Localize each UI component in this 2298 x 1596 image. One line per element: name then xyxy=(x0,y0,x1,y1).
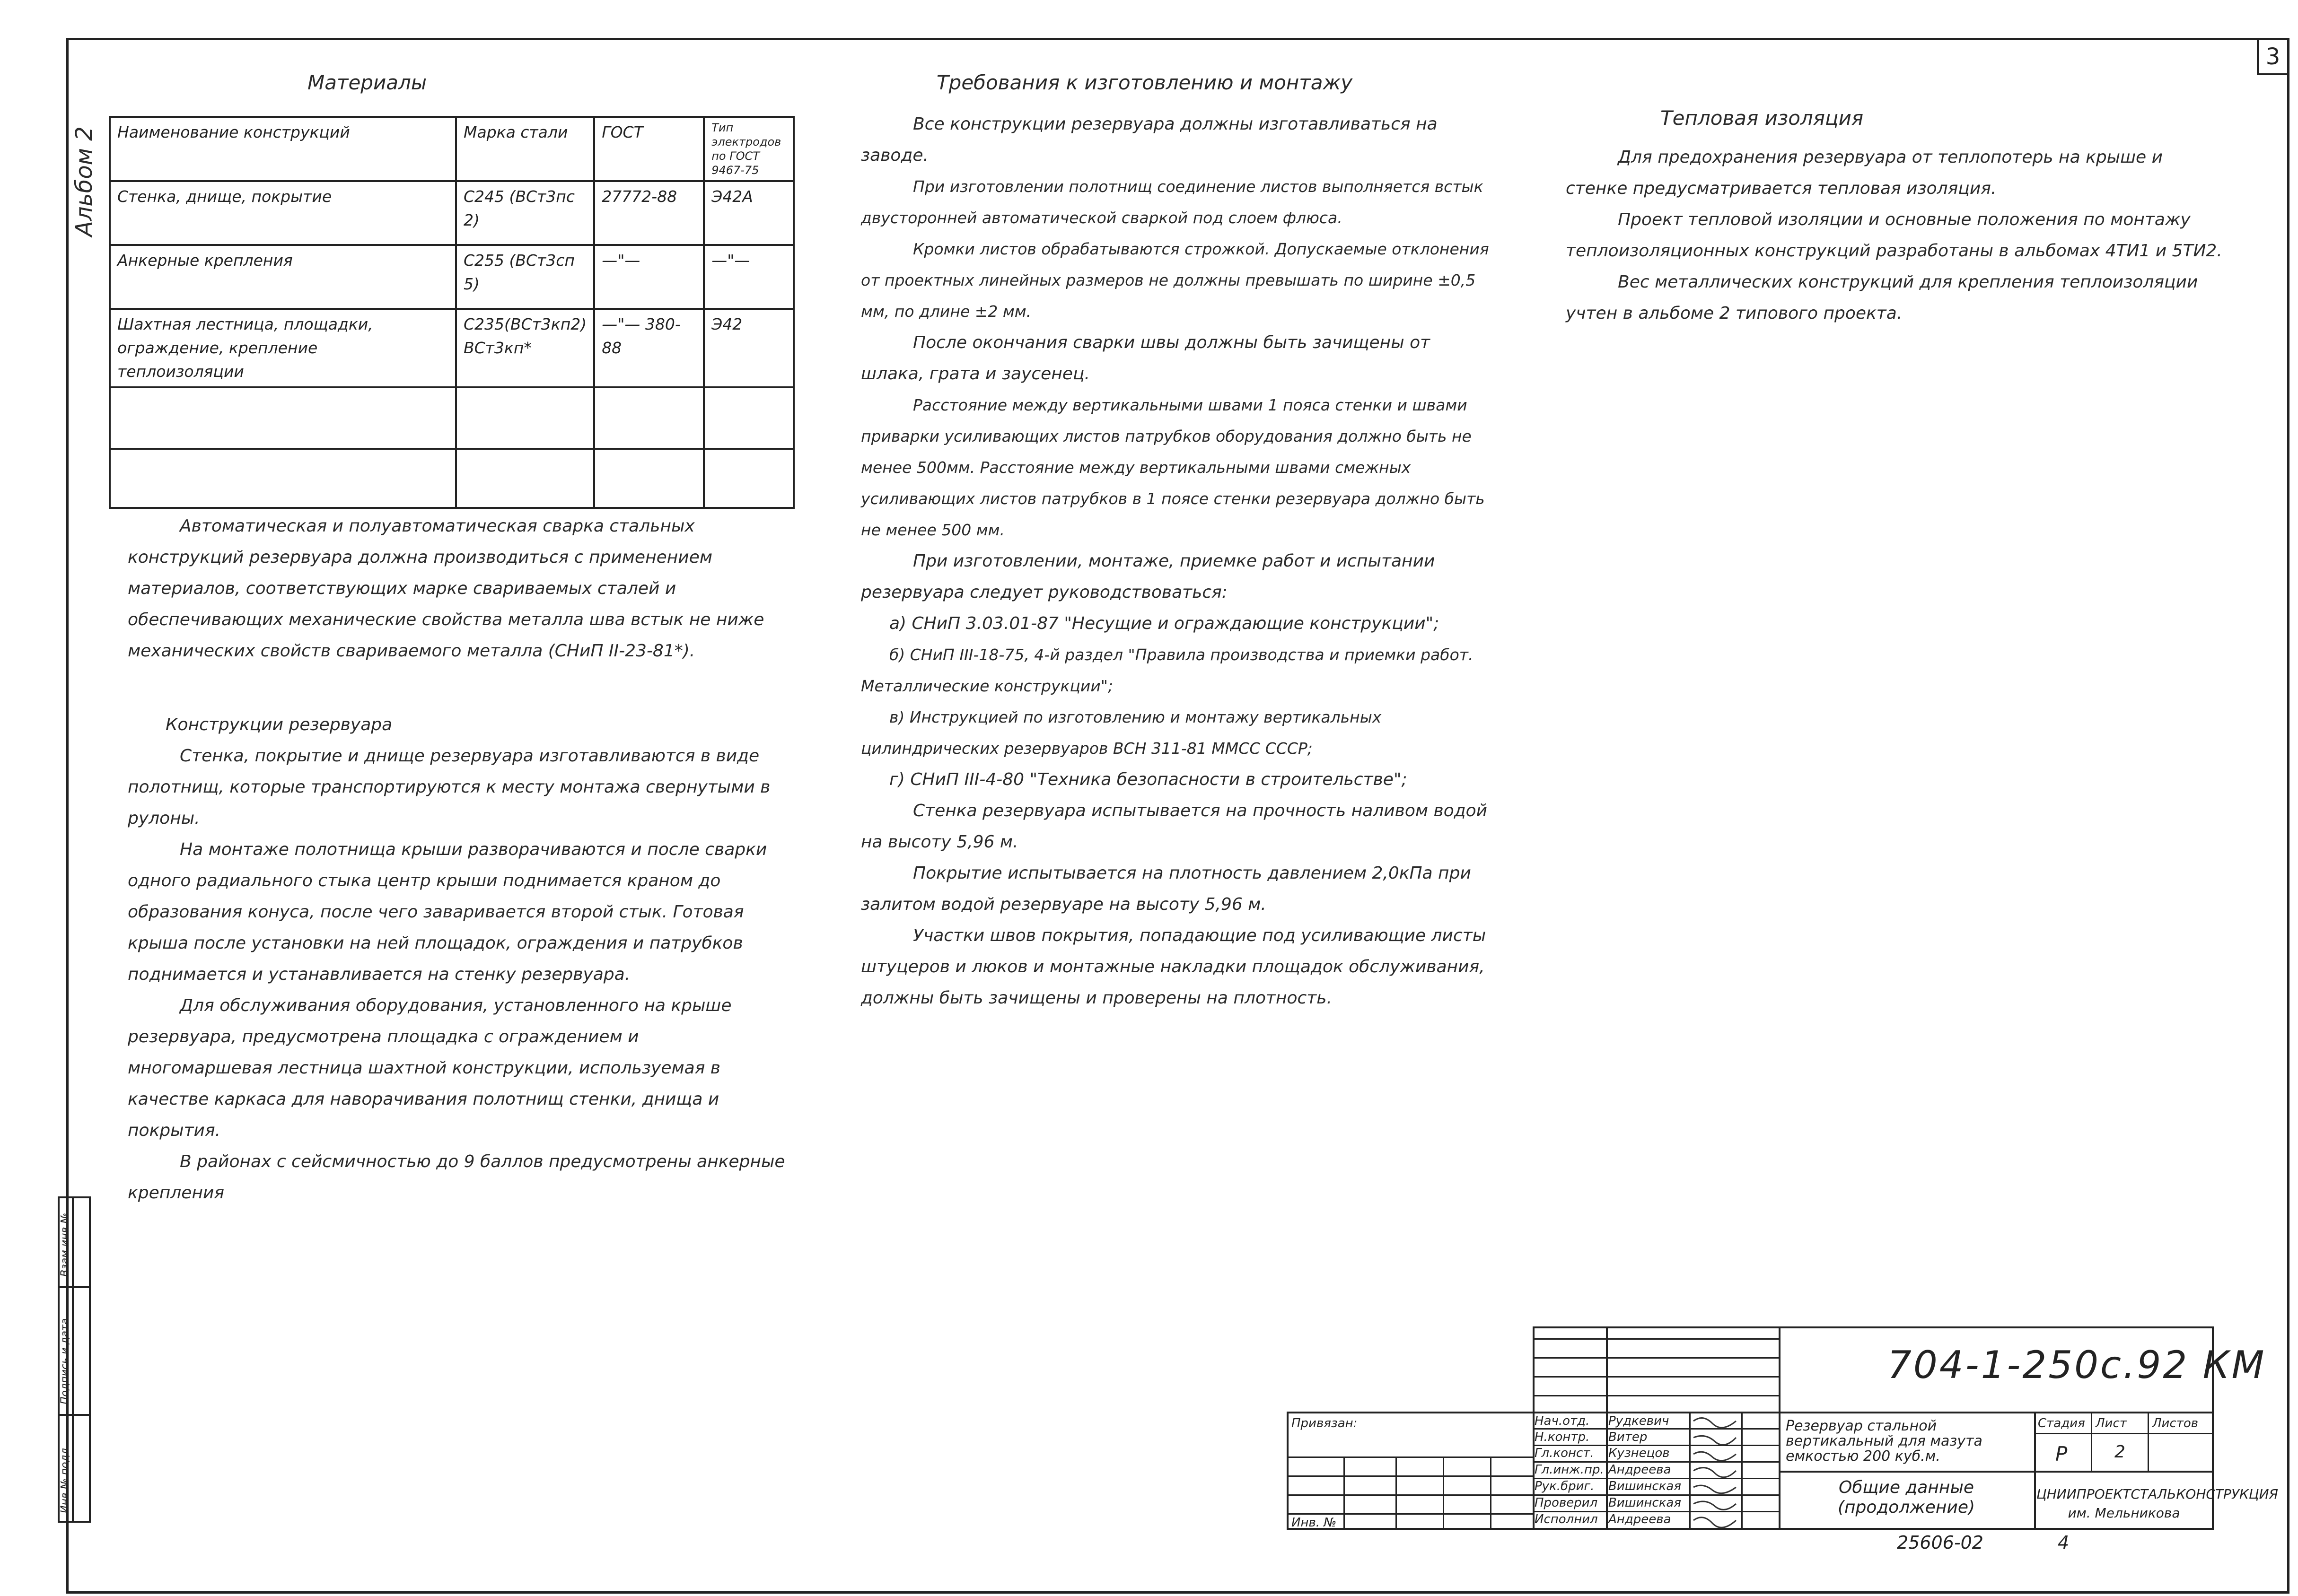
paragraph: Расстояние между вертикальными швами 1 пояса стенки и швами приварки усиливающих листов патрубков оборудования должно быть не менее 500мм. Расстояние между вертикальными швами смежных усиливающих листов патрубков в 1 поясе стенки резервуара должно быть не менее 500 мм. xyxy=(861,396,1485,539)
paragraph: Для предохранения резервуара от теплопотерь на крыше и стенке предусматривается тепловая изоляция. xyxy=(1566,148,2163,198)
table-cell: —"— xyxy=(704,245,794,309)
binding-label: Привязан: xyxy=(1291,1416,1358,1430)
table-row xyxy=(110,245,794,309)
archive-number: 25606-02 xyxy=(1897,1532,1983,1553)
paragraph: При изготовлении полотнищ соединение листов выполняется встык двусторонней автоматической сваркой под слоем флюса. xyxy=(861,177,1483,227)
list-header: Лист xyxy=(2096,1416,2127,1430)
stamp-line xyxy=(1533,1428,1779,1430)
stamp-line xyxy=(1533,1338,1779,1340)
table-cell xyxy=(456,449,594,508)
staff-name: Витер xyxy=(1608,1430,1648,1444)
header-cell: Тип электродов по ГОСТ 9467-75 xyxy=(704,117,794,181)
signatures xyxy=(1689,1412,1741,1530)
table-cell: Э42 xyxy=(704,309,794,387)
requirements-title: Требования к изготовлению и монтажу xyxy=(937,71,1353,94)
stamp-line xyxy=(1287,1475,1533,1477)
stamp-line xyxy=(2148,1412,2149,1471)
materials-table xyxy=(109,116,795,509)
list-item: г) СНиП III-4-80 "Техника безопасности в строительстве"; xyxy=(889,770,1407,789)
materials-title: Материалы xyxy=(307,71,427,94)
archive-page: 4 xyxy=(2058,1532,2070,1553)
paragraph: Кромки листов обрабатываются строжкой. Допускаемые отклонения от проектных линейных размеров не должны превышать по ширине ±0,5 мм, по длине ±2 мм. xyxy=(861,240,1489,321)
list-item: б) СНиП III-18-75, 4-й раздел "Правила производства и приемки работ. Металлические конструкции"; xyxy=(861,645,1474,695)
strip-label: Инв.№ подл. xyxy=(59,1445,71,1513)
sheet-title: Общие данные (продолжение) xyxy=(1837,1478,1975,1517)
header-cell: Марка стали xyxy=(456,117,594,181)
table-cell xyxy=(704,387,794,449)
header-cell: Наименование конструкций xyxy=(110,117,456,181)
stage-header: Стадия xyxy=(2038,1416,2085,1430)
paragraph: Участки швов покрытия, попадающие под усиливающие листы штуцеров и люков и монтажные накладки площадок обслуживания, должны быть зачищены и проверены на плотность. xyxy=(861,926,1486,1008)
role-label: Гл.конст. xyxy=(1535,1446,1594,1460)
table-row xyxy=(110,387,794,449)
stamp-line xyxy=(1779,1471,2214,1473)
stamp-line xyxy=(1533,1412,2214,1413)
stamp-line xyxy=(2034,1433,2214,1434)
insulation-title: Тепловая изоляция xyxy=(1660,106,1864,130)
list-value: 2 xyxy=(2114,1442,2125,1462)
strip-label: Взам.инв.№ xyxy=(59,1212,71,1277)
strip-divider xyxy=(58,1414,91,1416)
table-header-row xyxy=(110,117,794,181)
table-cell: С255 (ВСт3сп 5) xyxy=(456,245,594,309)
paragraph: После окончания сварки швы должны быть зачищены от шлака, грата и заусенец. xyxy=(861,333,1430,384)
table-cell: С235(ВСт3кп2) ВСт3кп* xyxy=(456,309,594,387)
list-item: в) Инструкцией по изготовлению и монтажу вертикальных цилиндрических резервуаров ВСН 311-81 ММСС СССР; xyxy=(861,708,1382,758)
stamp-line xyxy=(1443,1456,1444,1530)
right-text-block xyxy=(1566,142,2223,329)
role-label: Гл.инж.пр. xyxy=(1535,1463,1604,1477)
stamp-line xyxy=(1490,1456,1491,1530)
staff-name: Кузнецов xyxy=(1608,1446,1670,1460)
stamp-line xyxy=(1343,1456,1345,1530)
middle-text-block xyxy=(861,109,1495,1014)
role-label: Проверил xyxy=(1535,1496,1598,1510)
table-cell: —"— xyxy=(594,245,704,309)
role-label: Н.контр. xyxy=(1535,1430,1590,1444)
stamp-line xyxy=(1287,1494,1533,1496)
paragraph: Вес металлических конструкций для крепления теплоизоляции учтен в альбоме 2 типового проекта. xyxy=(1566,272,2198,323)
section-heading: Конструкции резервуара xyxy=(166,715,393,734)
paragraph: Стенка резервуара испытывается на прочность наливом водой на высоту 5,96 м. xyxy=(861,801,1488,852)
role-label: Рук.бриг. xyxy=(1535,1479,1595,1493)
lists-header: Листов xyxy=(2152,1416,2199,1430)
album-label: Альбом 2 xyxy=(71,126,97,236)
inventory-label: Инв. № xyxy=(1291,1516,1337,1530)
table-cell: Стенка, днище, покрытие xyxy=(110,181,456,245)
strip-divider xyxy=(72,1196,74,1523)
stamp-line xyxy=(1779,1326,1781,1530)
table-cell: Э42А xyxy=(704,181,794,245)
staff-name: Рудкевич xyxy=(1608,1414,1669,1428)
stamp-line xyxy=(1533,1376,1779,1378)
paragraph: На монтаже полотнища крыши разворачиваются и после сварки одного радиального стыка центр крыши поднимается краном до образования конуса, после чего заваривается второй стык. Готовая крыша после установки на ней площадок, ограждения и патрубков поднимается и устанавливается на стенку резервуара. xyxy=(128,840,767,984)
staff-name: Андреева xyxy=(1608,1512,1671,1526)
strip-divider xyxy=(58,1286,91,1288)
stamp-line xyxy=(1287,1513,1533,1515)
paragraph: Покрытие испытывается на плотность давлением 2,0кПа при залитом водой резервуаре на высоту 5,96 м. xyxy=(861,863,1471,914)
stamp-line xyxy=(1533,1357,1779,1359)
staff-name: Андреева xyxy=(1608,1463,1671,1477)
stamp-line xyxy=(1287,1456,1533,1458)
left-text-block xyxy=(128,511,785,1209)
paragraph: В районах с сейсмичностью до 9 баллов предусмотрены анкерные крепления xyxy=(128,1152,785,1203)
stamp-line xyxy=(2091,1412,2092,1471)
strip-label: Подпись и дата xyxy=(59,1318,71,1404)
table-row xyxy=(110,309,794,387)
table-row xyxy=(110,181,794,245)
table-cell xyxy=(110,387,456,449)
stamp-line xyxy=(1395,1456,1397,1530)
role-label: Исполнил xyxy=(1535,1512,1598,1526)
paragraph: Проект тепловой изоляции и основные положения по монтажу теплоизоляционных конструкций разработаны в альбомах 4ТИ1 и 5ТИ2. xyxy=(1566,210,2222,261)
table-cell: Анкерные крепления xyxy=(110,245,456,309)
object-description: Резервуар стальной вертикальный для мазута емкостью 200 куб.м. xyxy=(1786,1418,1982,1465)
table-cell xyxy=(594,387,704,449)
table-cell xyxy=(704,449,794,508)
staff-name: Вишинская xyxy=(1608,1479,1681,1493)
table-cell: Шахтная лестница, площадки, ограждение, крепление теплоизоляции xyxy=(110,309,456,387)
stage-value: Р xyxy=(2055,1442,2068,1465)
stamp-line xyxy=(1533,1395,1779,1396)
project-code: 704-1-250с.92 КМ xyxy=(1887,1343,2266,1387)
list-item: а) СНиП 3.03.01-87 "Несущие и ограждающие конструкции"; xyxy=(889,614,1439,633)
table-cell xyxy=(456,387,594,449)
header-cell: ГОСТ xyxy=(594,117,704,181)
role-label: Нач.отд. xyxy=(1535,1414,1590,1428)
table-cell xyxy=(594,449,704,508)
table-cell: 27772-88 xyxy=(594,181,704,245)
paragraph: При изготовлении, монтаже, приемке работ и испытании резервуара следует руководствоваться: xyxy=(861,551,1435,602)
paragraph: Стенка, покрытие и днище резервуара изготавливаются в виде полотнищ, которые транспортируются к месту монтажа свернутыми в рулоны. xyxy=(128,746,771,828)
staff-name: Вишинская xyxy=(1608,1496,1681,1510)
paragraph: Все конструкции резервуара должны изготавливаться на заводе. xyxy=(861,114,1438,165)
sheet-number: 3 xyxy=(2257,40,2287,75)
table-cell: —"— 380-88 xyxy=(594,309,704,387)
table-row xyxy=(110,449,794,508)
paragraph: Автоматическая и полуавтоматическая сварка стальных конструкций резервуара должна производиться с применением материалов, соответствующих марке свариваемых сталей и обеспечивающих механические свойства металла шва встык не ниже механических свойств свариваемого металла (СНиП II-23-81*). xyxy=(128,516,764,661)
table-cell: С245 (ВСт3пс 2) xyxy=(456,181,594,245)
paragraph: Для обслуживания оборудования, установленного на крыше резервуара, предусмотрена площадка с ограждением и многомаршевая лестница шахтной конструкции, используемая в качестве каркаса для наворачивания полотнищ стенки, днища и покрытия. xyxy=(128,996,732,1140)
table-cell xyxy=(110,449,456,508)
organization: ЦНИИПРОЕКТСТАЛЬКОНСТРУКЦИЯ им. Мельникова xyxy=(2036,1486,2278,1521)
stamp-line xyxy=(2034,1412,2036,1530)
